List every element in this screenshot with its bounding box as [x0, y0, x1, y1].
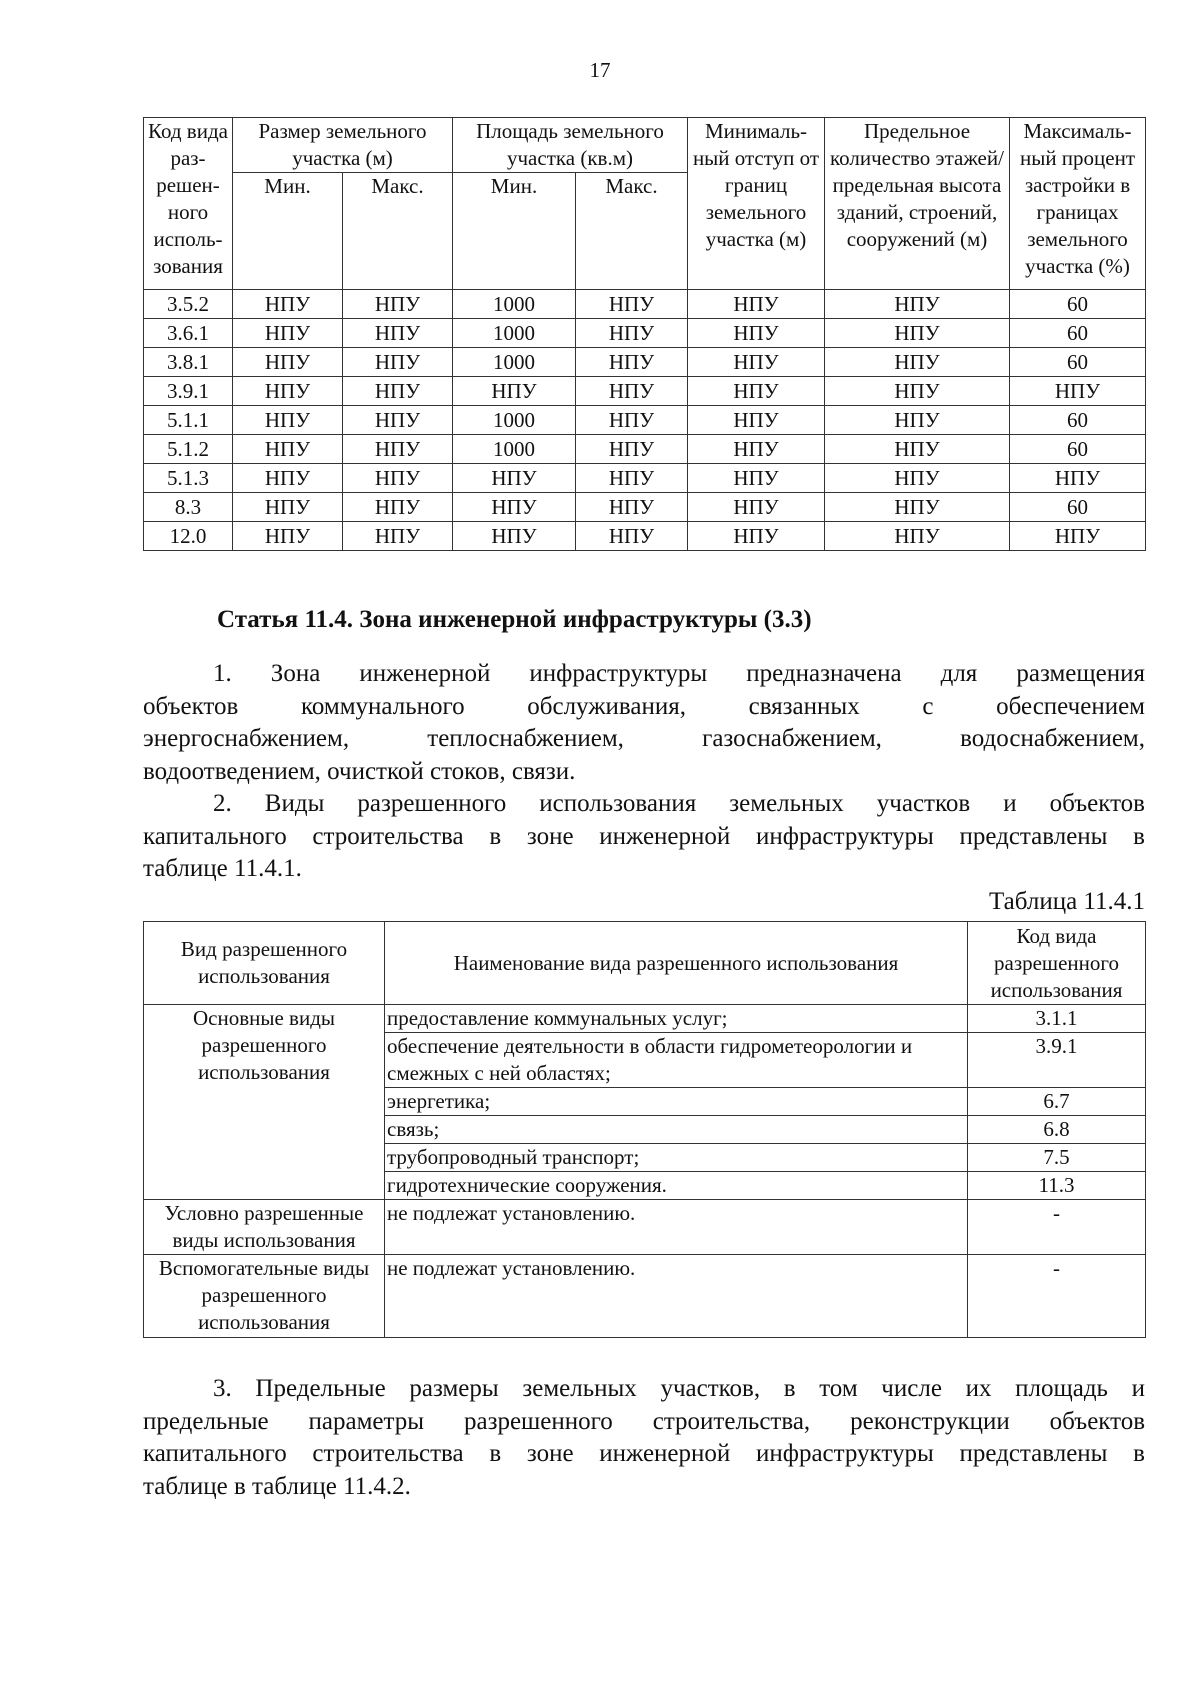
row-value: НПУ — [233, 464, 343, 493]
row-value: 1000 — [453, 290, 576, 319]
row-value: НПУ — [1010, 522, 1146, 551]
row-value: 60 — [1010, 435, 1146, 464]
row-code: 3.6.1 — [144, 319, 233, 348]
row-value: 60 — [1010, 348, 1146, 377]
row-value: НПУ — [688, 522, 825, 551]
row-value: НПУ — [825, 319, 1010, 348]
permitted-uses-table — [143, 921, 1146, 1338]
header-area: Площадь земельного участка (кв.м) — [453, 118, 688, 173]
row-value: НПУ — [233, 377, 343, 406]
table-caption: Таблица 11.4.1 — [989, 888, 1145, 915]
row-value: НПУ — [453, 522, 576, 551]
row-value: НПУ — [1010, 377, 1146, 406]
row-value: 1000 — [453, 348, 576, 377]
use-code: 6.7 — [968, 1088, 1146, 1116]
paragraph-1-line: 1. Зона инженерной инфраструктуры предназначена для размещения — [213, 660, 1145, 687]
row-value: НПУ — [576, 464, 688, 493]
row-value: НПУ — [576, 290, 688, 319]
parameters-row — [144, 435, 1146, 464]
conditional-uses-label: Условно разрешенные виды использования — [144, 1200, 385, 1255]
row-value: НПУ — [825, 522, 1010, 551]
row-value: НПУ — [343, 493, 453, 522]
row-value: НПУ — [233, 406, 343, 435]
row-value: НПУ — [233, 435, 343, 464]
paragraph-2 — [143, 788, 1145, 886]
paragraph-1-line: водоотведением, очисткой стоков, связи. — [143, 757, 576, 785]
conditional-uses-code: - — [968, 1200, 1146, 1255]
header-percent: Максималь-ный процент застройки в границах земельного участка (%) — [1010, 118, 1146, 290]
header-size: Размер земельного участка (м) — [233, 118, 453, 173]
row-value: 1000 — [453, 319, 576, 348]
header-area-min: Мин. — [453, 173, 576, 290]
header-code: Код вида раз-решен-ного исполь-зования — [144, 118, 233, 290]
row-value: 60 — [1010, 319, 1146, 348]
header-size-min: Мин. — [233, 173, 343, 290]
use-code: 3.1.1 — [968, 1005, 1146, 1033]
row-value: НПУ — [233, 493, 343, 522]
row-value: НПУ — [453, 377, 576, 406]
row-value: НПУ — [343, 319, 453, 348]
row-value: 1000 — [453, 435, 576, 464]
row-value: НПУ — [233, 319, 343, 348]
use-name: энергетика; — [385, 1088, 968, 1116]
row-value: НПУ — [688, 290, 825, 319]
row-value: НПУ — [576, 522, 688, 551]
auxiliary-uses-label: Вспомогательные виды разрешенного использования — [144, 1255, 385, 1338]
paragraph-3 — [143, 1373, 1145, 1503]
row-value: НПУ — [576, 406, 688, 435]
parameters-row — [144, 377, 1146, 406]
use-name: предоставление коммунальных услуг; — [385, 1005, 968, 1033]
row-value: 1000 — [453, 406, 576, 435]
row-value: НПУ — [343, 290, 453, 319]
row-value: НПУ — [825, 406, 1010, 435]
auxiliary-uses-code: - — [968, 1255, 1146, 1338]
row-value: НПУ — [576, 435, 688, 464]
row-value: НПУ — [343, 435, 453, 464]
paragraph-2-line: капитального строительства в зоне инженерной инфраструктуры представлены в — [143, 822, 1145, 850]
parameters-row — [144, 290, 1146, 319]
row-code: 3.8.1 — [144, 348, 233, 377]
header-area-max: Макс. — [576, 173, 688, 290]
parameters-row — [144, 406, 1146, 435]
row-value: НПУ — [1010, 464, 1146, 493]
use-name: обеспечение деятельности в области гидрометеорологии и смежных с ней областях; — [385, 1033, 968, 1088]
parameters-row — [144, 493, 1146, 522]
row-value: НПУ — [576, 319, 688, 348]
use-name: связь; — [385, 1116, 968, 1144]
row-code: 3.9.1 — [144, 377, 233, 406]
row-value: НПУ — [825, 348, 1010, 377]
use-name: гидротехнические сооружения. — [385, 1172, 968, 1200]
parameters-table-body — [144, 290, 1146, 551]
row-value: НПУ — [343, 377, 453, 406]
row-value: НПУ — [825, 290, 1010, 319]
auxiliary-uses-name: не подлежат установлению. — [385, 1255, 968, 1338]
use-name: трубопроводный транспорт; — [385, 1144, 968, 1172]
parameters-table — [143, 117, 1146, 551]
paragraph-1-line: энергоснабжением, теплоснабжением, газоснабжением, водоснабжением, — [143, 725, 1145, 752]
paragraph-2-line: таблице 11.4.1. — [143, 855, 302, 882]
use-code: 6.8 — [968, 1116, 1146, 1144]
header-use-type: Вид разрешенного использования — [144, 922, 385, 1005]
header-setback: Минималь-ный отступ от границ земельного участка (м) — [688, 118, 825, 290]
row-value: НПУ — [688, 435, 825, 464]
row-value: НПУ — [343, 464, 453, 493]
header-use-name: Наименование вида разрешенного использования — [385, 922, 968, 1005]
header-size-max: Макс. — [343, 173, 453, 290]
row-value: НПУ — [825, 464, 1010, 493]
paragraph-1-line: объектов коммунального обслуживания, связанных с обеспечением — [143, 692, 1145, 720]
page-number: 17 — [589, 58, 611, 82]
row-value: НПУ — [688, 377, 825, 406]
conditional-uses-name: не подлежат установлению. — [385, 1200, 968, 1255]
row-code: 8.3 — [144, 493, 233, 522]
row-value: НПУ — [688, 348, 825, 377]
row-value: НПУ — [343, 522, 453, 551]
row-value: 60 — [1010, 493, 1146, 522]
use-code: 7.5 — [968, 1144, 1146, 1172]
use-code: 11.3 — [968, 1172, 1146, 1200]
row-value: НПУ — [688, 493, 825, 522]
paragraph-3-line: таблице в таблице 11.4.2. — [143, 1472, 411, 1500]
row-value: НПУ — [453, 464, 576, 493]
row-value: НПУ — [343, 406, 453, 435]
parameters-row — [144, 522, 1146, 551]
paragraph-3-line: предельные параметры разрешенного строительства, реконструкции объектов — [143, 1407, 1145, 1435]
article-heading: Статья 11.4. Зона инженерной инфраструктуры (3.3) — [217, 606, 812, 633]
row-value: НПУ — [576, 493, 688, 522]
header-floors: Предельное количество этажей/ предельная высота зданий, строений, сооружений (м) — [825, 118, 1010, 290]
parameters-row — [144, 348, 1146, 377]
row-value: НПУ — [233, 522, 343, 551]
paragraph-1 — [143, 658, 1145, 788]
row-value: НПУ — [453, 493, 576, 522]
row-value: НПУ — [825, 377, 1010, 406]
row-code: 5.1.1 — [144, 406, 233, 435]
row-value: НПУ — [233, 290, 343, 319]
row-value: НПУ — [825, 493, 1010, 522]
row-value: НПУ — [688, 319, 825, 348]
row-code: 3.5.2 — [144, 290, 233, 319]
header-use-code: Код вида разрешенного использования — [968, 922, 1146, 1005]
basic-uses-label: Основные виды разрешенного использования — [144, 1005, 385, 1200]
row-code: 5.1.2 — [144, 435, 233, 464]
parameters-row — [144, 464, 1146, 493]
row-value: 60 — [1010, 290, 1146, 319]
row-code: 12.0 — [144, 522, 233, 551]
use-code: 3.9.1 — [968, 1033, 1146, 1088]
row-value: НПУ — [576, 348, 688, 377]
row-value: НПУ — [233, 348, 343, 377]
paragraph-3-line: 3. Предельные размеры земельных участков, в том числе их площадь и — [213, 1375, 1145, 1402]
row-code: 5.1.3 — [144, 464, 233, 493]
parameters-row — [144, 319, 1146, 348]
row-value: НПУ — [343, 348, 453, 377]
row-value: 60 — [1010, 406, 1146, 435]
row-value: НПУ — [688, 406, 825, 435]
row-value: НПУ — [576, 377, 688, 406]
row-value: НПУ — [688, 464, 825, 493]
paragraph-2-line: 2. Виды разрешенного использования земельных участков и объектов — [213, 790, 1145, 817]
paragraph-3-line: капитального строительства в зоне инженерной инфраструктуры представлены в — [143, 1440, 1145, 1467]
row-value: НПУ — [825, 435, 1010, 464]
